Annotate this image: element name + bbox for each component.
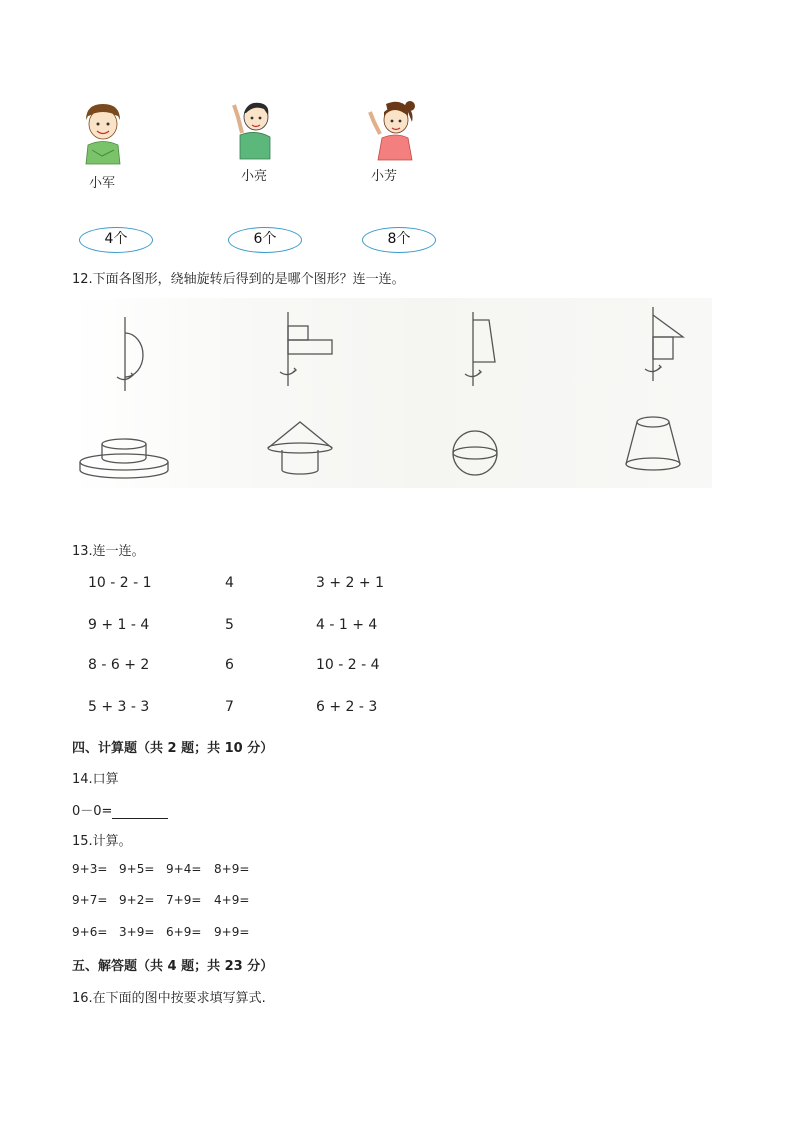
match-middle-4: 7 (225, 699, 234, 715)
calc-r2-c1: 9+7= (72, 893, 108, 907)
kid-xiaofang-illustration (364, 98, 418, 170)
question-12-text: 12.下面各图形，绕轴旋转后得到的是哪个图形？连一连。 (72, 272, 405, 287)
calc-r3-c1: 9+6= (72, 925, 108, 939)
count-oval-8: 8个 (362, 227, 436, 253)
calc-r3-c3: 6+9= (166, 925, 202, 939)
boy-icon (78, 100, 128, 170)
match-right-2: 4 - 1 + 4 (316, 617, 378, 633)
stacked-rectangles-with-axis-figure (270, 310, 340, 394)
calc-r1-c1: 9+3= (72, 862, 108, 876)
match-middle-3: 6 (225, 657, 234, 673)
match-left-2: 9 + 1 - 4 (88, 617, 150, 633)
stacked-cylinders-solid (76, 432, 172, 484)
trapezoid-with-axis-figure (455, 310, 515, 394)
question-14-expression (72, 800, 168, 819)
match-left-4: 5 + 3 - 3 (88, 699, 150, 715)
question-13-text: 13.连一连。 (72, 544, 145, 559)
kid-xiaoliang-illustration (228, 97, 278, 169)
count-oval-4: 4个 (79, 227, 153, 253)
match-left-1: 10 - 2 - 1 (88, 575, 152, 591)
frustum-solid (622, 412, 684, 478)
calc-r1-c4: 8+9= (214, 862, 250, 876)
kid-name-xiaoliang: 小亮 (241, 169, 268, 184)
section-5-title: 五、解答题（共 4 题；共 23 分） (72, 959, 274, 974)
calc-r3-c2: 3+9= (119, 925, 155, 939)
calc-r1-c2: 9+5= (119, 862, 155, 876)
expr-0-minus-0: 0－0= (72, 804, 113, 819)
calc-r2-c3: 7+9= (166, 893, 202, 907)
boy-pointing-icon (228, 97, 278, 165)
kid-name-xiaojun: 小军 (89, 176, 116, 191)
cone-on-cylinder-solid (264, 418, 336, 484)
girl-pointing-icon (364, 98, 418, 166)
kid-name-xiaofang: 小芳 (371, 169, 398, 184)
match-right-1: 3 + 2 + 1 (316, 575, 384, 591)
question-16-text: 16.在下面的图中按要求填写算式. (72, 991, 266, 1006)
match-right-4: 6 + 2 - 3 (316, 699, 378, 715)
sphere-solid (450, 428, 500, 482)
section-4-title: 四、计算题（共 2 题；共 10 分） (72, 741, 274, 756)
calc-r3-c4: 9+9= (214, 925, 250, 939)
match-left-3: 8 - 6 + 2 (88, 657, 150, 673)
calc-r2-c2: 9+2= (119, 893, 155, 907)
calc-r2-c4: 4+9= (214, 893, 250, 907)
kid-xiaojun-illustration (78, 100, 128, 174)
triangle-on-square-with-axis-figure (635, 305, 695, 389)
match-right-3: 10 - 2 - 4 (316, 657, 380, 673)
calc-r1-c3: 9+4= (166, 862, 202, 876)
question-14-text: 14.口算 (72, 772, 119, 787)
count-oval-6: 6个 (228, 227, 302, 253)
question-15-text: 15.计算。 (72, 834, 132, 849)
match-middle-2: 5 (225, 617, 234, 633)
match-middle-1: 4 (225, 575, 234, 591)
answer-blank[interactable] (112, 806, 168, 819)
semicircle-with-axis-figure (105, 315, 155, 399)
